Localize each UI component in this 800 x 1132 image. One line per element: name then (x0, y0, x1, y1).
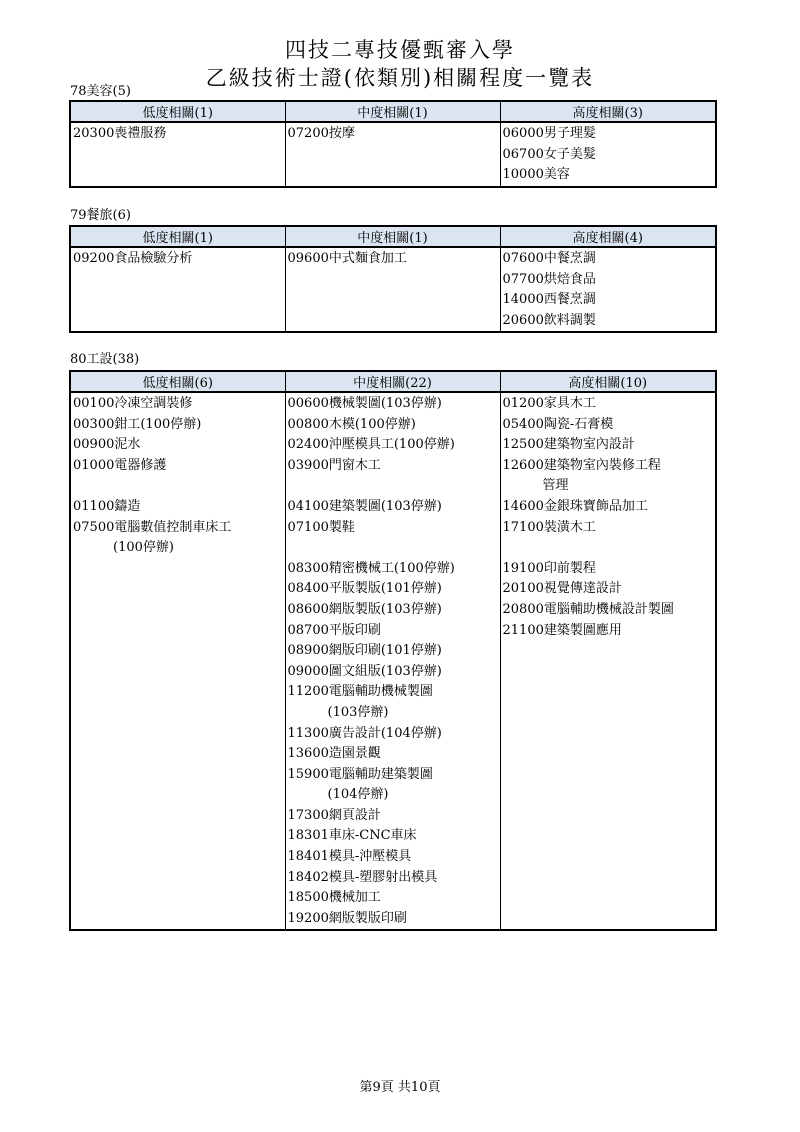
page-title-line2: 乙級技術士證(依類別)相關程度一覽表 (205, 66, 595, 90)
list-item: 09600中式麵食加工 (287, 251, 407, 266)
list-item: 13600造園景觀 (287, 746, 381, 762)
list-item: 14000西餐烹調 (502, 292, 596, 308)
list-item: 09000圖文組版(103停辦) (287, 663, 442, 679)
list-item: 21100建築製圖應用 (502, 622, 622, 638)
list-item: 08400平版製版(101停辦) (287, 581, 442, 597)
column-medium (285, 392, 500, 930)
list-item: 17100裝潢木工 (502, 519, 596, 535)
list-item: 07600中餐烹調 (502, 251, 596, 266)
list-item: 20600飲料調製 (502, 312, 596, 328)
column-medium (285, 247, 500, 332)
list-item: 08700平版印刷 (287, 622, 381, 638)
column-header-high: 高度相關(10) (500, 371, 716, 392)
list-item: 04100建築製圖(103停辦) (287, 498, 442, 514)
list-item: 07500電腦數值控制車床工 (73, 519, 232, 535)
list-item: 18401模具-沖壓模具 (287, 849, 412, 865)
list-item: 管理 (542, 478, 569, 494)
column-high (500, 122, 716, 187)
list-item: 00100冷凍空調裝修 (73, 396, 193, 411)
list-item: (103停辦) (327, 704, 389, 720)
list-item: 01000電器修護 (73, 457, 167, 473)
list-item: 07700烘焙食品 (502, 271, 596, 287)
list-item: 20100視覺傳達設計 (502, 581, 622, 597)
list-item: 06000男子理髮 (502, 126, 596, 141)
section-label-catering: 79餐旅(6) (70, 208, 131, 223)
column-low (70, 247, 285, 332)
list-item: 03900門窗木工 (287, 457, 381, 473)
column-low (70, 392, 285, 930)
list-item (503, 538, 716, 559)
list-item: 15900電腦輔助建築製圖 (287, 766, 433, 782)
list-item: 20800電腦輔助機械設計製圖 (502, 601, 674, 617)
list-item: 12500建築物室內設計 (502, 437, 635, 453)
list-item: 00800木模(100停辦) (287, 416, 416, 432)
list-item: 00600機械製圖(103停辦) (287, 396, 442, 411)
list-item: 11200電腦輔助機械製圖 (287, 684, 433, 700)
list-item: 00900泥水 (73, 437, 141, 453)
list-item: 19200網版製版印刷 (287, 910, 407, 926)
column-header-medium: 中度相關(22) (285, 371, 500, 392)
section-label-industrial-design: 80工設(38) (70, 352, 140, 367)
column-header-low: 低度相關(6) (70, 371, 285, 392)
column-header-high: 高度相關(4) (500, 226, 716, 247)
list-item: 18301車床-CNC車床 (287, 828, 417, 844)
list-item: 00300鉗工(100停辦) (73, 416, 202, 432)
list-item: 18402模具-塑膠射出模具 (287, 869, 438, 885)
list-item: (104停辦) (327, 787, 389, 803)
list-item: 06700女子美髮 (502, 146, 596, 162)
list-item: 05400陶瓷-石膏模 (502, 416, 614, 432)
list-item: 07200按摩 (287, 126, 355, 141)
list-item: 10000美容 (502, 167, 570, 183)
list-item (288, 538, 500, 559)
list-item: 19100印前製程 (502, 560, 596, 576)
column-header-low: 低度相關(1) (70, 101, 285, 122)
column-header-medium: 中度相關(1) (285, 226, 500, 247)
section-label-beauty: 78美容(5) (70, 84, 131, 99)
column-medium (285, 122, 500, 187)
list-item: 01200家具木工 (502, 396, 596, 411)
list-item: 17300網頁設計 (287, 807, 381, 823)
list-item (288, 476, 500, 497)
list-item: 09200食品檢驗分析 (73, 251, 193, 266)
column-header-medium: 中度相關(1) (285, 101, 500, 122)
list-item: 02400沖壓模具工(100停辦) (287, 437, 455, 453)
list-item: 11300廣告設計(104停辦) (287, 725, 442, 741)
list-item (73, 476, 285, 497)
table-industrial-design (69, 370, 717, 931)
column-header-high: 高度相關(3) (500, 101, 716, 122)
table-beauty (69, 100, 717, 188)
page-footer: 第9頁 共10頁 (359, 1080, 441, 1095)
list-item: 08600網版製版(103停辦) (287, 601, 442, 617)
list-item: 08300精密機械工(100停辦) (287, 560, 455, 576)
list-item: 18500機械加工 (287, 890, 381, 906)
list-item: 14600金銀珠寶飾品加工 (502, 498, 648, 514)
table-catering (69, 225, 717, 333)
list-item: 07100製鞋 (287, 519, 355, 535)
column-high (500, 392, 716, 930)
column-header-low: 低度相關(1) (70, 226, 285, 247)
list-item: 20300喪禮服務 (73, 126, 167, 141)
list-item: 08900網版印刷(101停辦) (287, 643, 442, 659)
list-item: (100停辦) (113, 540, 174, 556)
column-low (70, 122, 285, 187)
list-item: 12600建築物室內裝修工程 (502, 457, 661, 473)
list-item: 01100鑄造 (73, 498, 141, 514)
column-high (500, 247, 716, 332)
page-title-line1: 四技二專技優甄審入學 (285, 38, 515, 62)
